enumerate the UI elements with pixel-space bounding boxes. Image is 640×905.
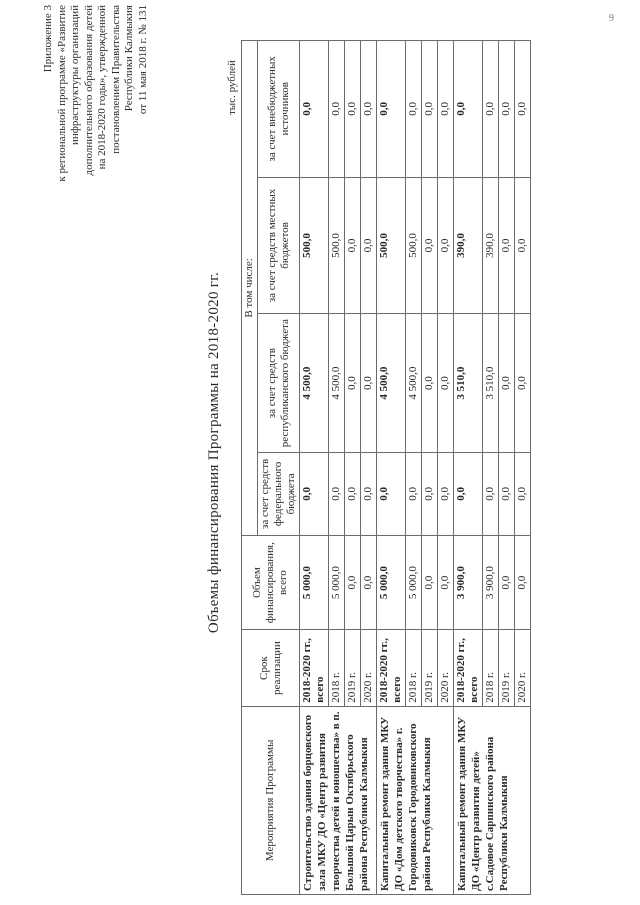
header-total: Объем финансирования, всего xyxy=(242,535,300,630)
extra-amount-cell: 0,0 xyxy=(483,41,499,178)
term-cell: 2019 г. xyxy=(422,630,438,706)
local-amount-cell: 500,0 xyxy=(406,177,422,314)
term-cell: 2018-2020 гг., всего xyxy=(300,630,329,706)
federal-amount-cell: 0,0 xyxy=(483,453,499,536)
local-amount-cell: 0,0 xyxy=(422,177,438,314)
header-extra: за счет внебюджетных источников xyxy=(258,41,300,178)
extra-amount-cell: 0,0 xyxy=(406,41,422,178)
extra-amount-cell: 0,0 xyxy=(345,41,361,178)
appendix-line: Приложение 3 xyxy=(42,5,54,73)
extra-amount-cell: 0,0 xyxy=(438,41,454,178)
total-amount-cell: 0,0 xyxy=(361,535,377,630)
appendix-line: постановлением Правительства xyxy=(109,5,122,154)
republic-amount-cell: 4 500,0 xyxy=(329,314,345,453)
republic-amount-cell: 0,0 xyxy=(438,314,454,453)
term-cell: 2018 г. xyxy=(329,630,345,706)
term-cell: 2020 г. xyxy=(361,630,377,706)
republic-amount-cell: 0,0 xyxy=(422,314,438,453)
extra-amount-cell: 0,0 xyxy=(300,41,329,178)
term-cell: 2018-2020 гг., всего xyxy=(377,630,406,706)
table-body xyxy=(300,41,531,895)
term-cell: 2020 г. xyxy=(515,630,531,706)
republic-amount-cell: 0,0 xyxy=(361,314,377,453)
table-row xyxy=(454,41,483,895)
federal-amount-cell: 0,0 xyxy=(438,453,454,536)
term-cell: 2019 г. xyxy=(345,630,361,706)
table-row xyxy=(300,41,329,895)
total-amount-cell: 3 900,0 xyxy=(483,535,499,630)
page-number: 9 xyxy=(609,13,614,24)
total-amount-cell: 5 000,0 xyxy=(377,535,406,630)
republic-amount-cell: 0,0 xyxy=(515,314,531,453)
appendix-line: инфраструктуры организаций xyxy=(69,5,81,146)
federal-amount-cell: 0,0 xyxy=(345,453,361,536)
republic-amount-cell: 3 510,0 xyxy=(454,314,483,453)
measure-name: Капитальный ремонт здания МКУ ДО «Дом детского творчества» г. Городовиковск Городовиковского района Республики Калмыкия xyxy=(377,706,454,894)
appendix-line: Республики Калмыкия xyxy=(123,5,135,112)
extra-amount-cell: 0,0 xyxy=(361,41,377,178)
federal-amount-cell: 0,0 xyxy=(422,453,438,536)
federal-amount-cell: 0,0 xyxy=(300,453,329,536)
total-amount-cell: 5 000,0 xyxy=(329,535,345,630)
term-cell: 2018 г. xyxy=(406,630,422,706)
federal-amount-cell: 0,0 xyxy=(377,453,406,536)
republic-amount-cell: 4 500,0 xyxy=(300,314,329,453)
total-amount-cell: 0,0 xyxy=(438,535,454,630)
federal-amount-cell: 0,0 xyxy=(406,453,422,536)
term-cell: 2020 г. xyxy=(438,630,454,706)
federal-amount-cell: 0,0 xyxy=(515,453,531,536)
extra-amount-cell: 0,0 xyxy=(515,41,531,178)
extra-amount-cell: 0,0 xyxy=(422,41,438,178)
republic-amount-cell: 4 500,0 xyxy=(406,314,422,453)
extra-amount-cell: 0,0 xyxy=(329,41,345,178)
term-cell: 2018-2020 гг., всего xyxy=(454,630,483,706)
appendix-line: от 11 мая 2018 г. № 131 xyxy=(136,5,149,115)
header-local: за счет средств местных бюджетов xyxy=(258,177,300,314)
local-amount-cell: 0,0 xyxy=(515,177,531,314)
republic-amount-cell: 3 510,0 xyxy=(483,314,499,453)
total-amount-cell: 3 900,0 xyxy=(454,535,483,630)
table-row xyxy=(377,41,406,895)
units-label: тыс. рублей xyxy=(226,60,238,115)
total-amount-cell: 0,0 xyxy=(499,535,515,630)
total-amount-cell: 0,0 xyxy=(345,535,361,630)
financing-table xyxy=(241,40,531,895)
header-measures: Мероприятия Программы xyxy=(242,706,300,894)
total-amount-cell: 0,0 xyxy=(422,535,438,630)
federal-amount-cell: 0,0 xyxy=(329,453,345,536)
local-amount-cell: 0,0 xyxy=(438,177,454,314)
local-amount-cell: 390,0 xyxy=(483,177,499,314)
republic-amount-cell: 0,0 xyxy=(499,314,515,453)
total-amount-cell: 5 000,0 xyxy=(300,535,329,630)
header-including: В том числе: xyxy=(242,41,258,536)
header-federal: за счет средств федерального бюджета xyxy=(258,453,300,536)
total-amount-cell: 5 000,0 xyxy=(406,535,422,630)
term-cell: 2019 г. xyxy=(499,630,515,706)
local-amount-cell: 390,0 xyxy=(454,177,483,314)
local-amount-cell: 500,0 xyxy=(329,177,345,314)
table-title: Объемы финансирования Программы на 2018-2020 гг. xyxy=(206,271,222,634)
local-amount-cell: 500,0 xyxy=(377,177,406,314)
appendix-line: к региональной программе «Развитие xyxy=(55,5,68,182)
local-amount-cell: 500,0 xyxy=(300,177,329,314)
extra-amount-cell: 0,0 xyxy=(454,41,483,178)
measure-name: Строительство здания борцовского зала МКУ ДО «Центр развития творчества детей и юношества» в п. Большой Царын Октябрьского района Республики Калмыкия xyxy=(300,706,377,894)
republic-amount-cell: 4 500,0 xyxy=(377,314,406,453)
header-republic: за счет средств республиканского бюджета xyxy=(258,314,300,453)
federal-amount-cell: 0,0 xyxy=(499,453,515,536)
extra-amount-cell: 0,0 xyxy=(377,41,406,178)
federal-amount-cell: 0,0 xyxy=(361,453,377,536)
measure-name: Капитальный ремонт здания МКУ ДО «Центр развития детей» с.Садовое Сарпинского района Республики Калмыкия xyxy=(454,706,531,894)
local-amount-cell: 0,0 xyxy=(361,177,377,314)
appendix-line: на 2018-2020 годы», утвержденной xyxy=(96,5,108,170)
republic-amount-cell: 0,0 xyxy=(345,314,361,453)
appendix-note xyxy=(42,5,150,265)
appendix-line: дополнительного образования детей xyxy=(82,5,95,176)
total-amount-cell: 0,0 xyxy=(515,535,531,630)
federal-amount-cell: 0,0 xyxy=(454,453,483,536)
local-amount-cell: 0,0 xyxy=(345,177,361,314)
header-term: Срок реализации xyxy=(242,630,300,706)
term-cell: 2018 г. xyxy=(483,630,499,706)
extra-amount-cell: 0,0 xyxy=(499,41,515,178)
local-amount-cell: 0,0 xyxy=(499,177,515,314)
